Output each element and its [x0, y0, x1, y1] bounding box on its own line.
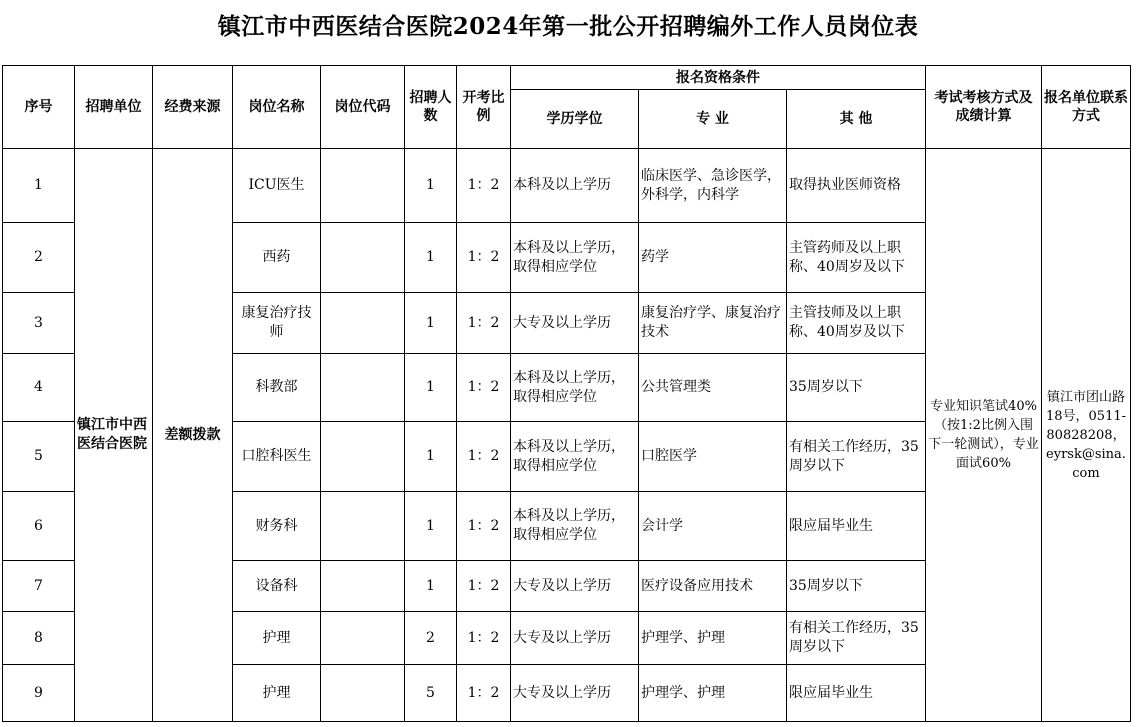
- cell-major: 会计学: [639, 492, 787, 561]
- cell-other: 取得执业医师资格: [787, 149, 926, 223]
- cell-funding: 差额拨款: [153, 149, 233, 722]
- cell-ratio: 1：2: [457, 223, 511, 293]
- cell-code: [321, 422, 405, 492]
- cell-code: [321, 561, 405, 612]
- cell-code: [321, 293, 405, 354]
- header-major: 专 业: [639, 90, 787, 149]
- cell-code: [321, 492, 405, 561]
- cell-education: 大专及以上学历: [511, 665, 639, 722]
- cell-ratio: 1：2: [457, 665, 511, 722]
- cell-exam: 专业知识笔试40%（按1:2比例入围下一轮测试），专业面试60%: [926, 149, 1042, 722]
- header-contact: 报名单位联系方式: [1042, 66, 1131, 149]
- header-conditions: 报名资格条件: [511, 66, 926, 90]
- header-ratio: 开考比例: [457, 66, 511, 149]
- cell-count: 1: [405, 422, 457, 492]
- cell-post: 护理: [233, 665, 321, 722]
- cell-contact: 镇江市团山路18号，0511-80828208，eyrsk@sina.com: [1042, 149, 1131, 722]
- header-count: 招聘人数: [405, 66, 457, 149]
- cell-count: 1: [405, 492, 457, 561]
- cell-ratio: 1：2: [457, 422, 511, 492]
- cell-post: 口腔科医生: [233, 422, 321, 492]
- cell-other: 限应届毕业生: [787, 492, 926, 561]
- header-post-name: 岗位名称: [233, 66, 321, 149]
- cell-count: 2: [405, 612, 457, 665]
- header-other: 其 他: [787, 90, 926, 149]
- cell-major: 医疗设备应用技术: [639, 561, 787, 612]
- cell-post: 护理: [233, 612, 321, 665]
- cell-post: 科教部: [233, 354, 321, 422]
- cell-other: 35周岁以下: [787, 561, 926, 612]
- cell-seq: 5: [3, 422, 75, 492]
- cell-education: 大专及以上学历: [511, 293, 639, 354]
- cell-major: 公共管理类: [639, 354, 787, 422]
- cell-post: ICU医生: [233, 149, 321, 223]
- cell-post: 康复治疗技师: [233, 293, 321, 354]
- cell-count: 1: [405, 223, 457, 293]
- cell-post: 财务科: [233, 492, 321, 561]
- cell-post: 设备科: [233, 561, 321, 612]
- cell-major: 药学: [639, 223, 787, 293]
- cell-count: 5: [405, 665, 457, 722]
- table-row: [3, 149, 1131, 223]
- cell-major: 口腔医学: [639, 422, 787, 492]
- cell-seq: 2: [3, 223, 75, 293]
- cell-unit: 镇江市中西医结合医院: [75, 149, 153, 722]
- cell-code: [321, 354, 405, 422]
- cell-ratio: 1：2: [457, 293, 511, 354]
- cell-ratio: 1：2: [457, 561, 511, 612]
- cell-major: 护理学、护理: [639, 612, 787, 665]
- cell-post: 西药: [233, 223, 321, 293]
- cell-count: 1: [405, 149, 457, 223]
- cell-code: [321, 149, 405, 223]
- cell-seq: 4: [3, 354, 75, 422]
- cell-education: 大专及以上学历: [511, 561, 639, 612]
- cell-other: 有相关工作经历，35周岁以下: [787, 612, 926, 665]
- cell-count: 1: [405, 561, 457, 612]
- cell-ratio: 1：2: [457, 149, 511, 223]
- cell-education: 本科及以上学历: [511, 149, 639, 223]
- cell-code: [321, 665, 405, 722]
- cell-seq: 6: [3, 492, 75, 561]
- page-title: 镇江市中西医结合医院2024年第一批公开招聘编外工作人员岗位表: [217, 13, 919, 40]
- cell-ratio: 1：2: [457, 492, 511, 561]
- cell-code: [321, 612, 405, 665]
- cell-major: 康复治疗学、康复治疗技术: [639, 293, 787, 354]
- header-unit: 招聘单位: [75, 66, 153, 149]
- cell-major: 临床医学、急诊医学，外科学，内科学: [639, 149, 787, 223]
- cell-other: 主管技师及以上职称、40周岁及以下: [787, 293, 926, 354]
- cell-education: 本科及以上学历，取得相应学位: [511, 422, 639, 492]
- cell-education: 本科及以上学历，取得相应学位: [511, 354, 639, 422]
- cell-other: 主管药师及以上职称、40周岁及以下: [787, 223, 926, 293]
- header-seq: 序号: [3, 66, 75, 149]
- cell-code: [321, 223, 405, 293]
- cell-education: 本科及以上学历，取得相应学位: [511, 492, 639, 561]
- cell-education: 本科及以上学历，取得相应学位: [511, 223, 639, 293]
- cell-seq: 9: [3, 665, 75, 722]
- cell-count: 1: [405, 293, 457, 354]
- cell-seq: 8: [3, 612, 75, 665]
- cell-other: 限应届毕业生: [787, 665, 926, 722]
- cell-other: 35周岁以下: [787, 354, 926, 422]
- cell-seq: 7: [3, 561, 75, 612]
- header-post-code: 岗位代码: [321, 66, 405, 149]
- header-row-1: [3, 66, 1131, 90]
- cell-major: 护理学、护理: [639, 665, 787, 722]
- header-education: 学历学位: [511, 90, 639, 149]
- cell-seq: 1: [3, 149, 75, 223]
- cell-ratio: 1：2: [457, 612, 511, 665]
- cell-education: 大专及以上学历: [511, 612, 639, 665]
- cell-count: 1: [405, 354, 457, 422]
- cell-ratio: 1：2: [457, 354, 511, 422]
- header-exam: 考试考核方式及成绩计算: [926, 66, 1042, 149]
- positions-table: [2, 65, 1131, 722]
- cell-other: 有相关工作经历，35周岁以下: [787, 422, 926, 492]
- cell-seq: 3: [3, 293, 75, 354]
- header-funding: 经费来源: [153, 66, 233, 149]
